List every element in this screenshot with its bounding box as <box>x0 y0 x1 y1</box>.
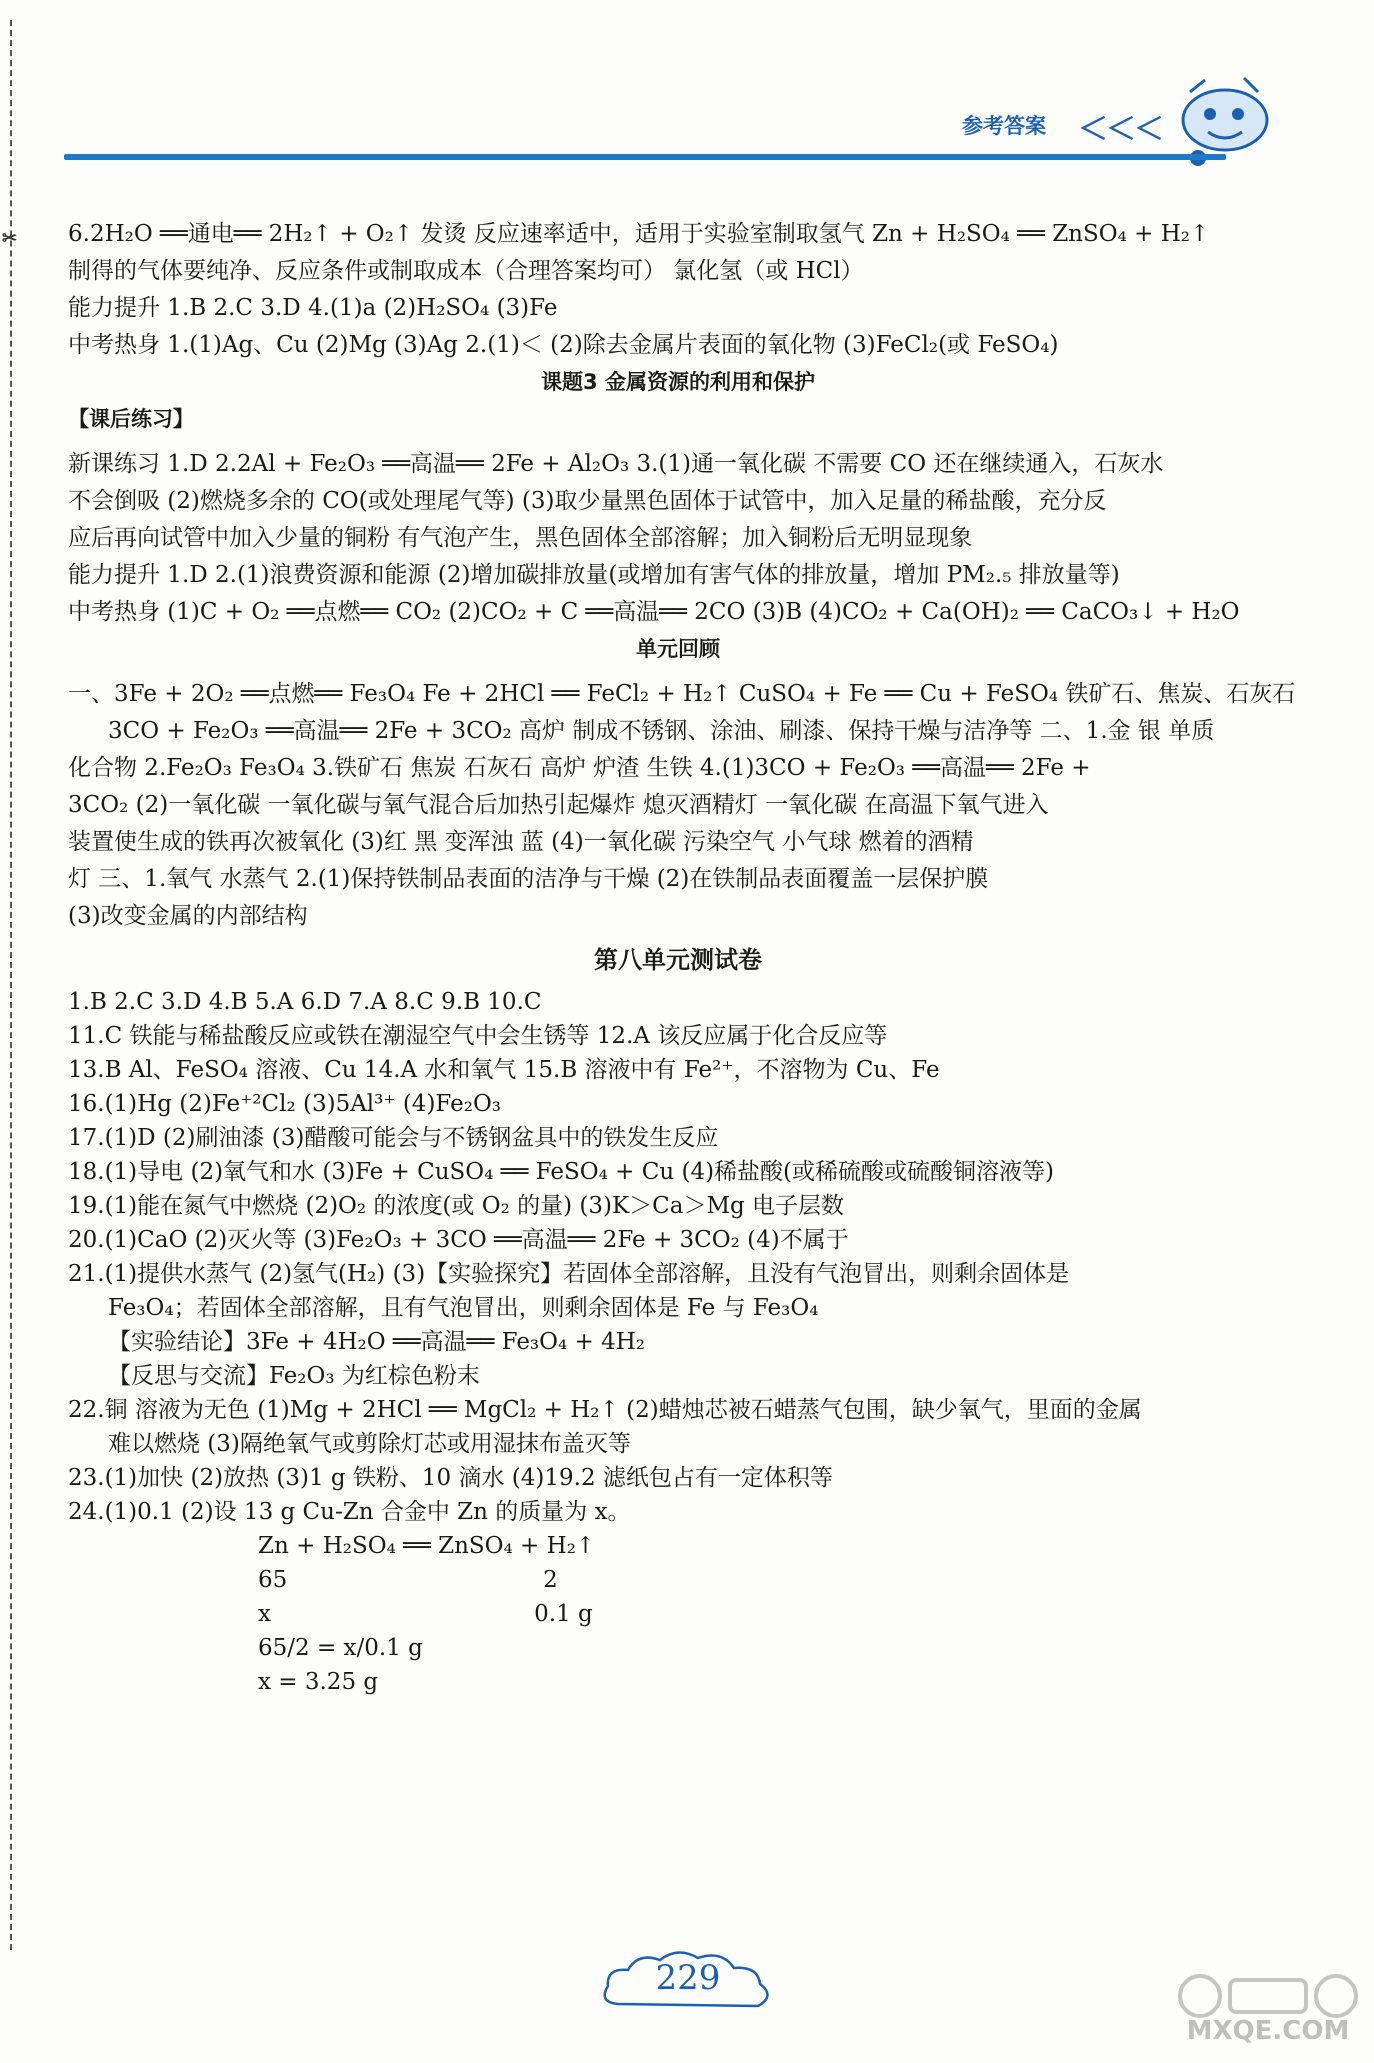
answer-line: 灯 三、1.氧气 水蒸气 2.(1)保持铁制品表面的洁净与干燥 (2)在铁制品表面覆盖一层保护膜 <box>68 866 989 892</box>
section-heading: 单元回顾 <box>636 637 720 661</box>
answer-line: 6.2H₂O ══通电══ 2H₂↑ + O₂↑ 发烫 反应速率适中，适用于实验室制取氢气 Zn + H₂SO₄ ══ ZnSO₄ + H₂↑ <box>68 221 1210 247</box>
scissors-icon: ✂ <box>2 228 18 249</box>
answer-line: 16.(1)Hg (2)Fe⁺²Cl₂ (3)5Al³⁺ (4)Fe₂O₃ <box>68 1091 502 1117</box>
answer-line: 22.铜 溶液为无色 (1)Mg + 2HCl ══ MgCl₂ + H₂↑ (2)蜡烛芯被石蜡蒸气包围，缺少氧气，里面的金属 <box>68 1397 1142 1423</box>
watermark-text: MXQE.COM <box>1186 2016 1350 2046</box>
header-rule <box>64 154 1226 160</box>
answer-line: 【反思与交流】Fe₂O₃ 为红棕色粉末 <box>108 1363 480 1389</box>
exercise-label: 【课后练习】 <box>68 407 194 431</box>
answer-line: 化合物 2.Fe₂O₃ Fe₃O₄ 3.铁矿石 焦炭 石灰石 高炉 炉渣 生铁 4.(1)3CO + Fe₂O₃ ══高温══ 2Fe + <box>68 755 1091 781</box>
answer-line: 3CO₂ (2)一氧化碳 一氧化碳与氧气混合后加热引起爆炸 熄灭酒精灯 一氧化碳 在高温下氧气进入 <box>68 792 1049 818</box>
answer-line: 能力提升 1.D 2.(1)浪费资源和能源 (2)增加碳排放量(或增加有害气体的排放量，增加 PM₂.₅ 排放量等) <box>68 562 1120 588</box>
answer-line: 11.C 铁能与稀盐酸反应或铁在潮湿空气中会生锈等 12.A 该反应属于化合反应等 <box>68 1023 888 1049</box>
answer-line: 18.(1)导电 (2)氧气和水 (3)Fe + CuSO₄ ══ FeSO₄ + Cu (4)稀盐酸(或稀硫酸或硫酸铜溶液等) <box>68 1159 1054 1185</box>
answer-line: 新课练习 1.D 2.2Al + Fe₂O₃ ══高温══ 2Fe + Al₂O₃ 3.(1)通一氧化碳 不需要 CO 还在继续通入，石灰水 <box>68 451 1164 477</box>
answer-line: 24.(1)0.1 (2)设 13 g Cu-Zn 合金中 Zn 的质量为 x。 <box>68 1499 631 1525</box>
cut-line <box>10 20 12 1950</box>
page-number <box>598 1944 778 2016</box>
answer-line: 17.(1)D (2)刷油漆 (3)醋酸可能会与不锈钢盆具中的铁发生反应 <box>68 1125 719 1151</box>
calc-line: 65/2 = x/0.1 g <box>258 1635 423 1661</box>
answer-line: 23.(1)加快 (2)放热 (3)1 g 铁粉、10 滴水 (4)19.2 滤纸包占有一定体积等 <box>68 1465 833 1491</box>
answer-line: 13.B Al、FeSO₄ 溶液、Cu 14.A 水和氧气 15.B 溶液中有 Fe²⁺，不溶物为 Cu、Fe <box>68 1057 940 1083</box>
answer-line: 难以燃烧 (3)隔绝氧气或剪除灯芯或用湿抹布盖灭等 <box>108 1431 631 1457</box>
answer-line: 19.(1)能在氮气中燃烧 (2)O₂ 的浓度(或 O₂ 的量) (3)K＞Ca＞Mg 电子层数 <box>68 1193 845 1219</box>
answer-line: (3)改变金属的内部结构 <box>68 903 308 929</box>
page-number-text: 229 <box>655 1958 721 1998</box>
calc-line: x 0.1 g <box>258 1601 593 1627</box>
answer-line: 21.(1)提供水蒸气 (2)氢气(H₂) (3)【实验探究】若固体全部溶解，且没有气泡冒出，则剩余固体是 <box>68 1261 1070 1287</box>
answer-line: 制得的气体要纯净、反应条件或制取成本（合理答案均可） 氯化氢（或 HCl） <box>68 258 864 284</box>
answer-line: 一、3Fe + 2O₂ ══点燃══ Fe₃O₄ Fe + 2HCl ══ FeCl₂ + H₂↑ CuSO₄ + Fe ══ Cu + FeSO₄ 铁矿石、焦炭、石灰石 <box>68 681 1296 707</box>
calc-line: Zn + H₂SO₄ ══ ZnSO₄ + H₂↑ <box>258 1533 596 1559</box>
answer-line: 20.(1)CaO (2)灭火等 (3)Fe₂O₃ + 3CO ══高温══ 2Fe + 3CO₂ (4)不属于 <box>68 1227 849 1253</box>
answer-line: 能力提升 1.B 2.C 3.D 4.(1)a (2)H₂SO₄ (3)Fe <box>68 295 558 321</box>
answer-line: 应后再向试管中加入少量的铜粉 有气泡产生，黑色固体全部溶解；加入铜粉后无明显现象 <box>68 525 973 551</box>
answer-line: 不会倒吸 (2)燃烧多余的 CO(或处理尾气等) (3)取少量黑色固体于试管中，加入足量的稀盐酸，充分反 <box>68 488 1107 514</box>
watermark-logo <box>1170 1972 1366 2058</box>
test-title: 第八单元测试卷 <box>594 946 762 974</box>
header-title: 参考答案 <box>962 114 1046 138</box>
answer-line: 【实验结论】3Fe + 4H₂O ══高温══ Fe₃O₄ + 4H₂ <box>108 1329 646 1355</box>
answer-content <box>68 216 1296 1699</box>
answer-line: Fe₃O₄；若固体全部溶解，且有气泡冒出，则剩余固体是 Fe 与 Fe₃O₄ <box>108 1295 819 1321</box>
answer-line: 中考热身 1.(1)Ag、Cu (2)Mg (3)Ag 2.(1)＜ (2)除去金属片表面的氧化物 (3)FeCl₂(或 FeSO₄) <box>68 332 1059 358</box>
header-arrows: ＜＜＜ <box>1078 112 1162 147</box>
answer-line: 中考热身 (1)C + O₂ ══点燃══ CO₂ (2)CO₂ + C ══高温══ 2CO (3)B (4)CO₂ + Ca(OH)₂ ══ CaCO₃↓ + H₂O <box>68 599 1240 625</box>
calc-line: 65 2 <box>258 1567 558 1593</box>
answer-line: 装置使生成的铁再次被氧化 (3)红 黑 变浑浊 蓝 (4)一氧化碳 污染空气 小气球 燃着的酒精 <box>68 829 974 855</box>
section-heading: 课题3 金属资源的利用和保护 <box>541 370 815 394</box>
answer-line: 1.B 2.C 3.D 4.B 5.A 6.D 7.A 8.C 9.B 10.C <box>68 989 542 1015</box>
answer-line: 3CO + Fe₂O₃ ══高温══ 2Fe + 3CO₂ 高炉 制成不锈钢、涂油、刷漆、保持干燥与洁净等 二、1.金 银 单质 <box>108 718 1215 744</box>
calc-line: x = 3.25 g <box>258 1669 379 1695</box>
